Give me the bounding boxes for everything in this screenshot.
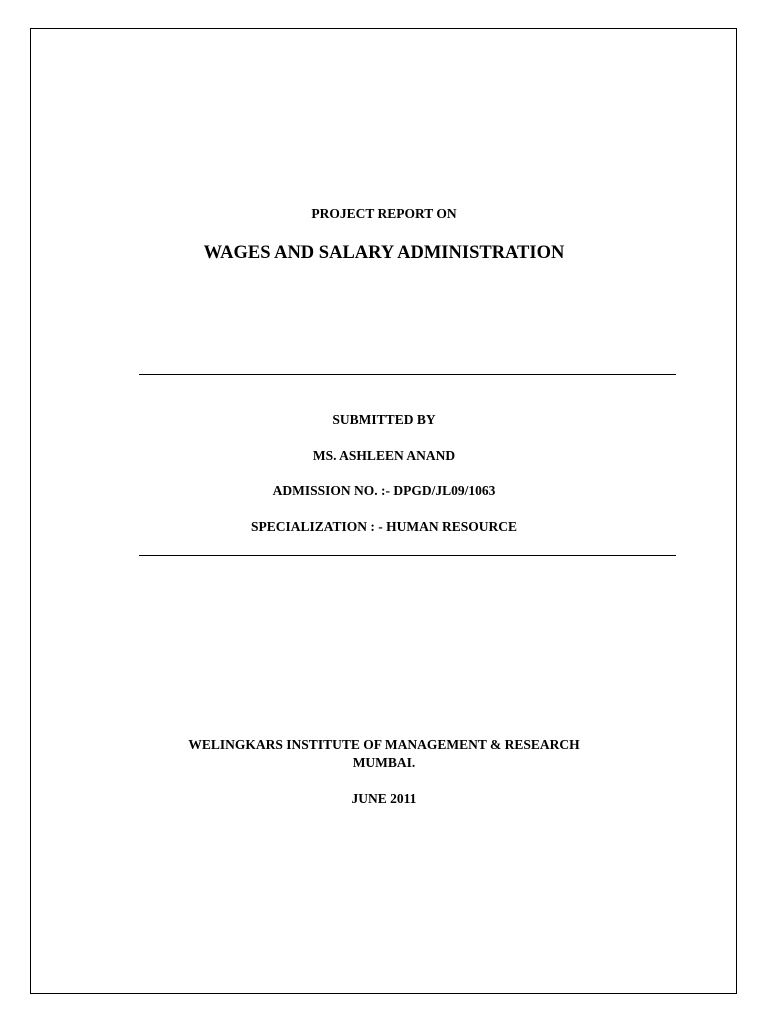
student-name: MS. ASHLEEN ANAND [312,448,456,463]
institute-city: MUMBAI. [352,755,416,770]
submission-date: JUNE 2011 [351,791,417,806]
report-label: PROJECT REPORT ON [311,206,457,221]
top-divider [139,374,676,375]
page-border [30,28,737,994]
institute-name: WELINGKARS INSTITUTE OF MANAGEMENT & RESEARCH [188,737,580,752]
report-title: WAGES AND SALARY ADMINISTRATION [203,243,565,263]
specialization: SPECIALIZATION : - HUMAN RESOURCE [250,519,518,534]
bottom-divider [139,555,676,556]
submitted-by-label: SUBMITTED BY [332,412,436,427]
admission-number: ADMISSION NO. :- DPGD/JL09/1063 [272,483,496,498]
